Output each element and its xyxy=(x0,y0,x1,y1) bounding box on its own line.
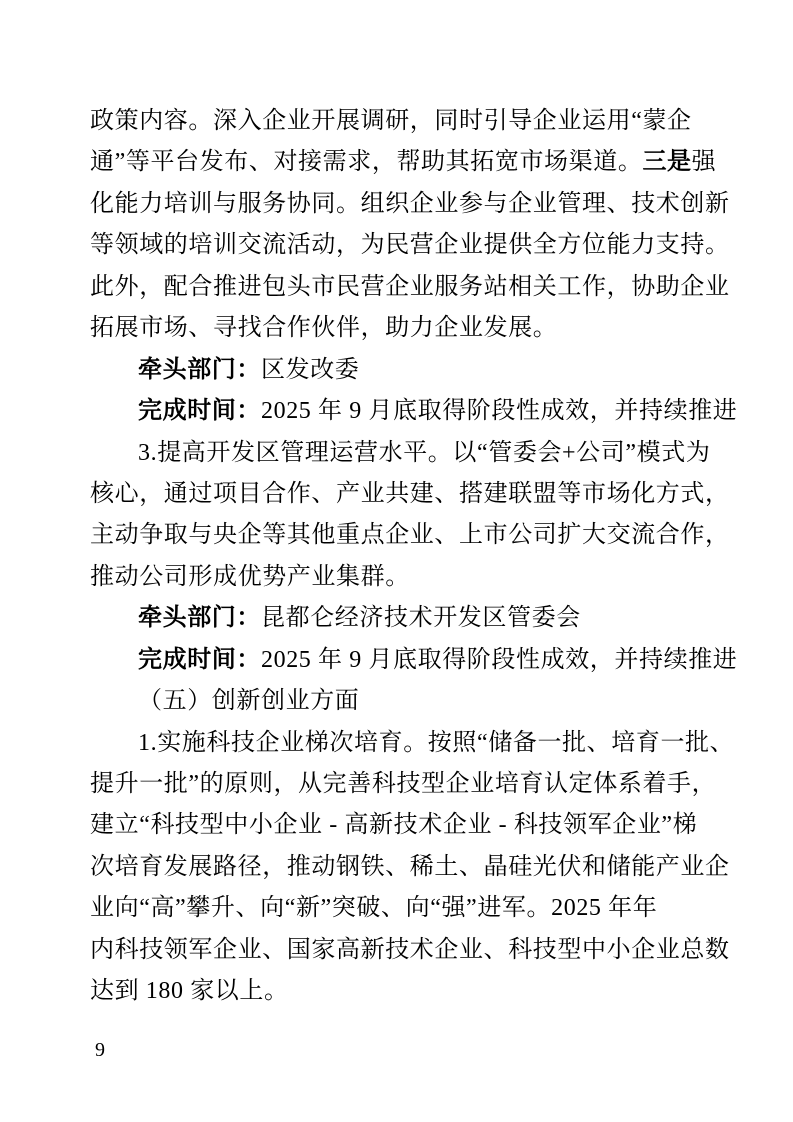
text-line xyxy=(90,557,750,598)
text-segment: 主动争取与央企等其他重点企业、上市公司扩大交流合作， xyxy=(90,522,730,549)
page-number: 9 xyxy=(95,1039,105,1061)
text-segment: 3.提高开发区管理运营水平。以“管委会+公司”模式为 xyxy=(138,439,711,466)
text-segment: 建立“科技型中小企业 - 高新技术企业 - 科技领军企业”梯 xyxy=(90,812,698,839)
text-line xyxy=(90,640,750,681)
text-segment: 政策内容。深入企业开展调研，同时引导企业运用“蒙企 xyxy=(90,108,692,134)
text-line xyxy=(90,971,750,1012)
bold-text-segment: 牵头部门： xyxy=(138,605,261,632)
text-line xyxy=(90,391,750,432)
text-segment: 通”等平台发布、对接需求，帮助其拓宽市场渠道。 xyxy=(90,149,643,176)
text-line xyxy=(90,515,750,556)
bold-text-segment: 三是 xyxy=(642,149,692,176)
text-line xyxy=(90,184,750,225)
text-line xyxy=(90,847,750,888)
text-line xyxy=(90,267,750,308)
text-line xyxy=(90,888,750,929)
text-segment: 区发改委 xyxy=(261,356,360,383)
text-segment: 提升一批”的原则，从完善科技型企业培育认定体系着手， xyxy=(90,771,717,797)
bold-text-segment: 完成时间： xyxy=(138,646,261,673)
text-segment: 业向“高”攀升、向“新”突破、向“强”进军。2025 年年 xyxy=(90,895,658,922)
text-segment: 2025 年 9 月底取得阶段性成效，并持续推进 xyxy=(261,398,738,425)
text-line xyxy=(90,308,750,349)
text-line xyxy=(90,101,750,142)
text-line xyxy=(90,598,750,639)
text-segment: 此外，配合推进包头市民营企业服务站相关工作，协助企业 xyxy=(90,273,730,300)
text-segment: 次培育发展路径，推动钢铁、稀土、晶硅光伏和储能产业企 xyxy=(90,853,730,880)
text-line xyxy=(90,805,750,846)
text-line xyxy=(90,474,750,515)
text-segment: 达到 180 家以上。 xyxy=(90,978,289,1005)
text-segment: 内科技领军企业、国家高新技术企业、科技型中小企业总数 xyxy=(90,936,730,963)
text-line xyxy=(90,681,750,722)
text-segment: 拓展市场、寻找合作伙伴，助力企业发展。 xyxy=(90,315,558,342)
text-segment: 推动公司形成优势产业集群。 xyxy=(90,563,410,590)
text-line xyxy=(90,225,750,266)
text-line xyxy=(90,764,750,805)
text-segment: （五）创新创业方面 xyxy=(138,688,360,715)
text-segment: 1.实施科技企业梯次培育。按照“储备一批、培育一批、 xyxy=(138,729,735,756)
text-line xyxy=(90,433,750,474)
text-segment: 核心，通过项目合作、产业共建、搭建联盟等市场化方式， xyxy=(90,480,730,507)
text-segment: 化能力培训与服务协同。组织企业参与企业管理、技术创新 xyxy=(90,190,730,217)
text-segment: 昆都仑经济技术开发区管委会 xyxy=(261,605,581,632)
text-line xyxy=(90,350,750,391)
text-segment: 2025 年 9 月底取得阶段性成效，并持续推进 xyxy=(261,646,738,673)
bold-text-segment: 完成时间： xyxy=(138,398,261,425)
text-segment: 强 xyxy=(691,149,717,176)
text-line xyxy=(90,930,750,971)
text-line xyxy=(90,142,750,183)
text-line xyxy=(90,723,750,764)
document-body xyxy=(90,101,750,1013)
text-segment: 等领域的培训交流活动，为民营企业提供全方位能力支持。 xyxy=(90,232,730,259)
bold-text-segment: 牵头部门： xyxy=(138,356,261,383)
